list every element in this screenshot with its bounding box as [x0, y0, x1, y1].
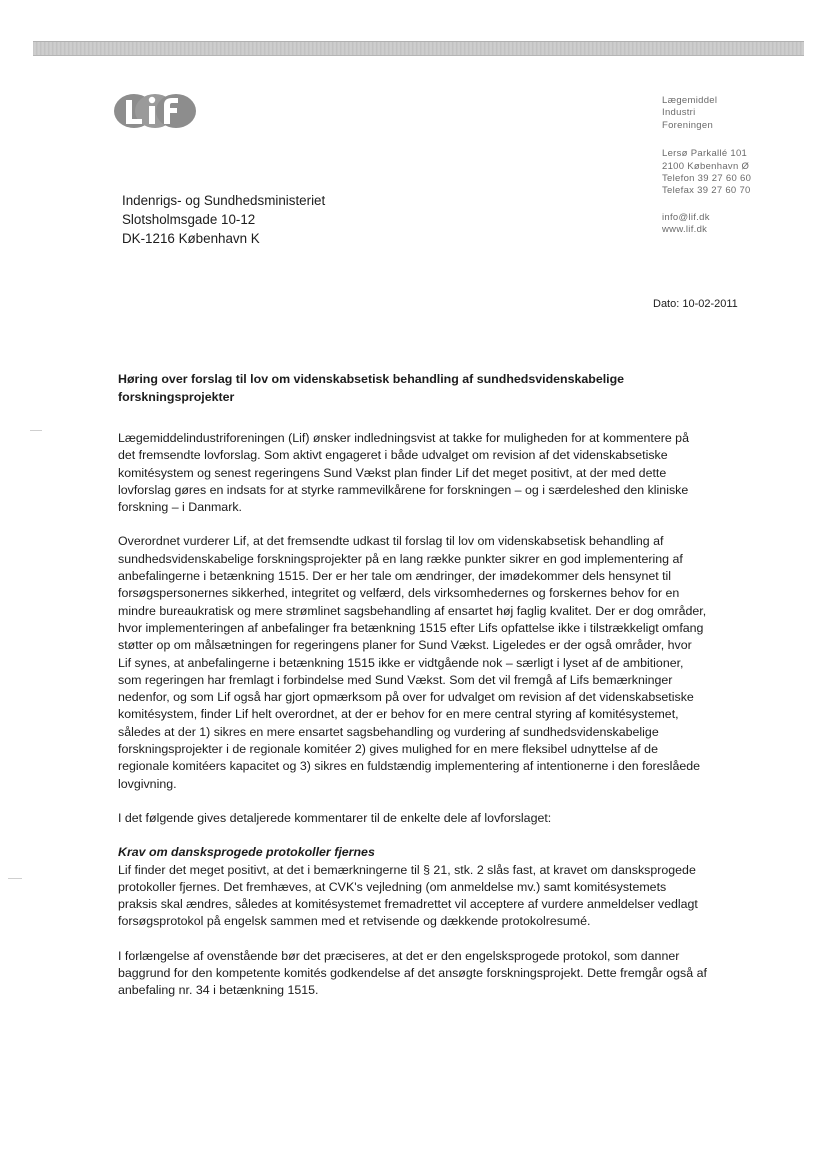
- scan-edge-bar: [33, 41, 804, 56]
- recipient-line: Indenrigs- og Sundhedsministeriet: [122, 193, 326, 208]
- margin-mark: [8, 878, 22, 879]
- body-paragraph: I forlængelse af ovenstående bør det præciseres, at det er den engelsksprogede protokol, som danner baggrund for den kompetente komités godkendelse af det ansøgte forskningsprojekt. Dette fremgår også af anbefaling nr. 34 i betænkning 1515.: [118, 948, 707, 998]
- lif-logo: [112, 86, 198, 134]
- section-subheading: Krav om dansksprogede protokoller fjernes: [118, 845, 375, 860]
- sender-website: www.lif.dk: [662, 224, 708, 236]
- letter-body: [118, 371, 708, 1017]
- sender-address-line: 2100 København Ø: [662, 160, 750, 172]
- sender-block: [662, 95, 751, 237]
- body-paragraph: I det følgende gives detaljerede kommentarer til de enkelte dele af lovforslaget:: [118, 810, 552, 825]
- letter-date: Dato: 10-02-2011: [653, 298, 738, 310]
- recipient-line: DK-1216 København K: [122, 231, 260, 246]
- sender-fax: Telefax 39 27 60 70: [662, 185, 751, 197]
- sender-name-line: Foreningen: [662, 119, 714, 131]
- sender-email: info@lif.dk: [662, 211, 710, 223]
- sender-name-line: Lægemiddel: [662, 95, 718, 106]
- recipient-line: Slotsholmsgade 10-12: [122, 212, 256, 227]
- lif-logo-icon: [112, 86, 198, 134]
- body-paragraph: Lægemiddelindustriforeningen (Lif) ønsker indledningsvist at takke for muligheden for at kommentere på det fremsendte lovforslag. Som aktivt engageret i både udvalget om revision af det videnskabsetiske komitésystem og senest regeringens Sund Vækst plan finder Lif det meget positivt, at der med dette lovforslag gøres en indsats for at styrke rammevilkårene for forskningen – og i særdeleshed den kliniske forskning – i Danmark.: [118, 431, 689, 515]
- letter-heading: Høring over forslag til lov om videnskabsetisk behandling af sundhedsvidenskabelige forskningsprojekter: [118, 372, 625, 404]
- recipient-address: [122, 191, 325, 248]
- margin-mark: [30, 430, 42, 431]
- sender-address-line: Lersø Parkallé 101: [662, 148, 748, 160]
- sender-phone: Telefon 39 27 60 60: [662, 173, 752, 185]
- sender-name-line: Industri: [662, 107, 696, 119]
- body-paragraph: Lif finder det meget positivt, at det i bemærkningerne til § 21, stk. 2 slås fast, at kravet om dansksprogede protokoller fjernes. Det fremhæves, at CVK's vejledning (om anmeldelse mv.) samt komitésystemets praksis skal ændres, således at komitésystemet fremadrettet vil acceptere af vurdere anmeldelser vedlagt forsøgsprotokol på engelsk sammen med et retvisende og dækkende protokolresumé.: [118, 862, 698, 929]
- body-paragraph: Overordnet vurderer Lif, at det fremsendte udkast til forslag til lov om videnskabsetisk behandling af sundhedsvidenskabelige forskningsprojekter på en lang række punkter sikrer en god implementering af anbefalingerne i betænkning 1515. Der er her tale om ændringer, der imødekommer dels hensynet til forsøgspersonernes sikkerhed, integritet og velfærd, dels virksomhedernes og forskernes behov for en mindre bureaukratisk og mere strømlinet sagsbehandling af ensartet høj faglig kvalitet. Der er dog områder, hvor implementeringen af anbefalinger fra betænkning 1515 efter Lifs opfattelse ikke i tilstrækkeligt omfang støtter op om målsætningen for regeringens planer for Sund Vækst. Ligeledes er der også områder, hvor Lif synes, at anbefalingerne i betænkning 1515 ikke er vidtgående nok – særligt i lyset af de ambitioner, som regeringen har fremlagt i forbindelse med Sund Vækst. Som det vil fremgå af Lifs bemærkninger nedenfor, og som Lif også har gjort opmærksom på over for udvalget om revision af det videnskabsetiske komitésystem, finder Lif helt overordnet, at der er behov for en mere central styring af komitésystemet, således at der 1) sikres en mere ensartet sagsbehandling og vurdering af sundhedsvidenskabelige forskningsprojekter i de regionale komitéer 2) gives mulighed for en mere fleksibel udnyttelse af de regionale komitéers kapacitet og 3) sikres en fuldstændig implementering af intentionerne i den foreslåede lovgivning.: [118, 534, 707, 791]
